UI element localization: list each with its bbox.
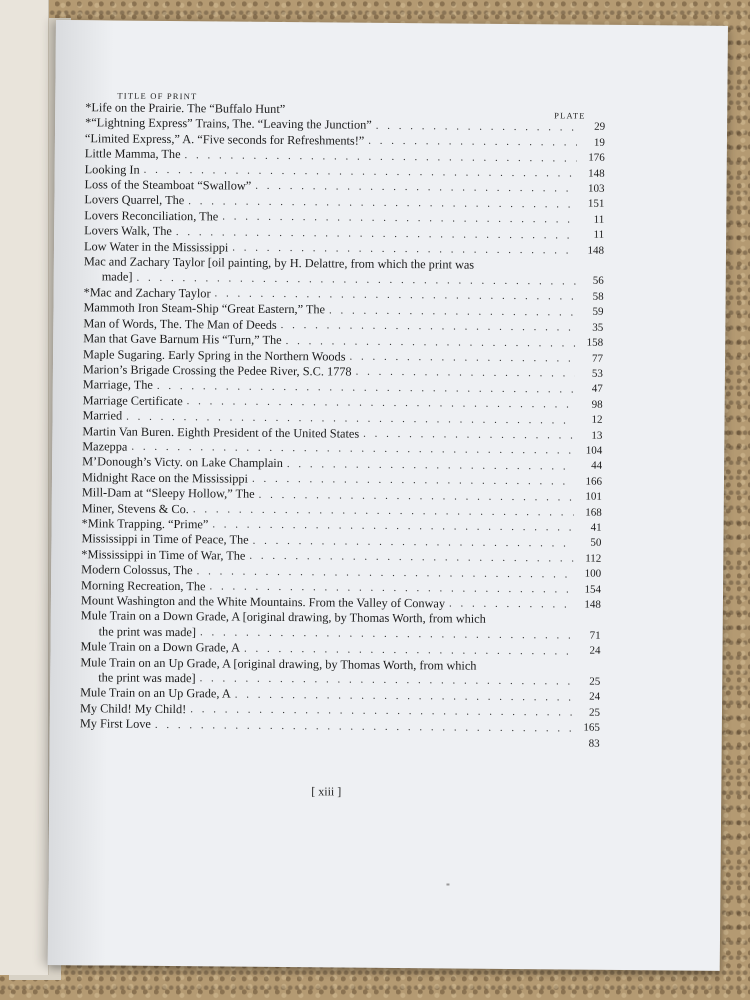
entry-title: My First Love [79, 716, 151, 732]
plate-number: 19 [593, 136, 606, 149]
plate-number: 24 [589, 691, 601, 704]
index-entry [84, 254, 604, 289]
plate-number: 29 [594, 121, 606, 134]
plate-number: 148 [588, 167, 605, 180]
plate-number: 112 [585, 552, 602, 565]
plate-number: 104 [585, 444, 603, 457]
leader-dots [449, 597, 573, 613]
entry-title: Miner, Stevens & Co. [81, 500, 189, 516]
plate-number: 98 [591, 398, 603, 411]
page-number: [ xiii ] [311, 784, 342, 799]
entry-title: Mac and Zachary Taylor [oil painting, by H. Delattre, from which the print was [83, 254, 475, 272]
plate-number: 166 [585, 475, 603, 488]
index-entry [80, 655, 600, 690]
plate-number: 47 [591, 383, 603, 396]
index-entry [80, 732, 600, 752]
plate-number: 154 [584, 583, 602, 596]
plate-number: 83 [588, 737, 600, 750]
entry-title: Maple Sugaring. Early Spring in the Northern Woods [83, 346, 346, 364]
plate-number: 41 [590, 521, 602, 534]
plate-number: 59 [592, 305, 604, 319]
plate-number: 11 [593, 213, 605, 226]
entry-title: *Mink Trapping. “Prime” [81, 516, 209, 532]
plate-number: 103 [587, 182, 605, 195]
plate-number: 44 [591, 460, 603, 473]
entry-title-continued: the print was made] [98, 624, 197, 640]
book-page [48, 20, 728, 971]
entry-title: Mount Washington and the White Mountains. From the Valley of Conway [80, 593, 446, 611]
entry-title: Low Water in the Mississippi [83, 238, 229, 255]
entry-title: *“Lightning Express” Trains, The. “Leaving the Junction” [85, 115, 372, 133]
entry-title: Martin Van Buren. Eighth President of the United States [82, 423, 360, 441]
entry-title: Mill-Dam at “Sleepy Hollow,” The [81, 485, 255, 501]
plate-number: 35 [592, 321, 604, 334]
entry-title: Lovers Reconciliation, The [84, 208, 219, 224]
entry-title: Mule Train on an Up Grade, A [original drawing, by Thomas Worth, from which [80, 654, 477, 673]
plate-column-heading: PLATE [554, 110, 586, 121]
plate-number: 158 [586, 336, 604, 349]
plate-number: 168 [585, 506, 602, 519]
paper-speck [446, 883, 449, 885]
index-list [80, 100, 606, 752]
plate-number: 165 [583, 721, 600, 735]
entry-title: Loss of the Steamboat “Swallow” [84, 177, 252, 193]
plate-number: 176 [588, 151, 605, 165]
plate-number: 11 [593, 228, 605, 242]
entry-title: Morning Recreation, The [81, 577, 206, 593]
entry-title: Lovers Walk, The [84, 223, 172, 239]
plate-number: 50 [590, 537, 602, 550]
entry-title: Little Mamma, The [84, 146, 181, 162]
plate-number: 100 [584, 567, 602, 580]
entry-title: Man of Words, The. The Man of Deeds [83, 315, 277, 332]
plate-number: 53 [591, 367, 603, 380]
plate-number: 58 [592, 290, 604, 303]
entry-title-continued: the print was made] [98, 670, 196, 686]
plate-number: 12 [591, 413, 603, 426]
entry-title: Marriage Certificate [82, 392, 183, 408]
plate-number: 13 [591, 429, 603, 442]
entry-title: Marriage, The [82, 377, 153, 393]
plate-number: 101 [585, 490, 602, 503]
entry-title: My Child! My Child! [79, 701, 187, 717]
plate-number: 71 [589, 629, 601, 642]
plate-number: 148 [587, 244, 605, 257]
entry-title: Lovers Quarrel, The [84, 192, 185, 208]
index-entry [81, 609, 601, 644]
entry-title: Mammoth Iron Steam-Ship “Great Eastern,” The [83, 300, 326, 317]
facing-page-edge [0, 0, 49, 975]
plate-number: 25 [589, 675, 601, 688]
entry-title: “Limited Express,” A. “Five seconds for Refreshments!” [84, 131, 365, 148]
plate-number: 56 [592, 275, 604, 288]
entry-title: Mule Train on an Up Grade, A [80, 685, 231, 701]
entry-title: M’Donough’s Victy. on Lake Champlain [82, 454, 283, 471]
entry-title: Midnight Race on the Mississippi [81, 469, 249, 486]
entry-title: Marion’s Brigade Crossing the Pedee River, S.C. 1778 [82, 362, 352, 379]
entry-title: Mississippi in Time of Peace, The [81, 531, 249, 548]
entry-title: Looking In [84, 161, 140, 177]
entry-title: Modern Colossus, The [81, 562, 193, 578]
leader-dots [376, 119, 577, 136]
title-column-heading: TITLE OF PRINT [117, 90, 198, 102]
entry-title: Mule Train on a Down Grade, A [80, 639, 241, 655]
plate-number: 24 [589, 644, 601, 657]
plate-number: 25 [588, 706, 601, 719]
entry-title: Man that Gave Barnum His “Turn,” The [83, 331, 282, 348]
entry-title: *Mississippi in Time of War, The [81, 547, 246, 563]
entry-title: Mazeppa [82, 439, 128, 454]
plate-number: 151 [587, 198, 605, 211]
entry-title-continued: made] [101, 269, 133, 285]
entry-title: Married [82, 408, 123, 423]
plate-number: 77 [592, 352, 604, 365]
plate-number: 148 [584, 598, 601, 611]
entry-title: Mule Train on a Down Grade, A [original drawing, by Thomas Worth, from which [80, 608, 486, 627]
entry-title: *Mac and Zachary Taylor [83, 285, 211, 301]
entry-title: *Life on the Prairie. The “Buffalo Hunt” [85, 100, 286, 117]
